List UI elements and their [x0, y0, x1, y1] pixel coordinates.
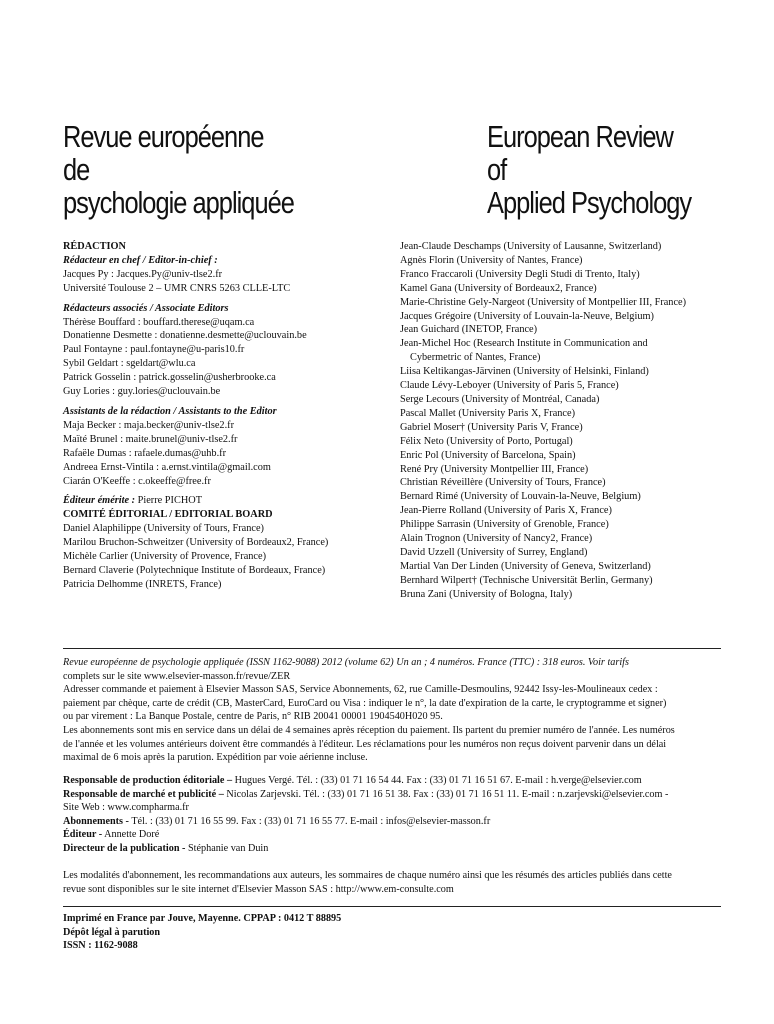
board-member: Martial Van Der Linden (University of Geneva, Switzerland) — [400, 560, 651, 572]
board-member: Christian Réveillère (University of Tours, France) — [400, 477, 606, 489]
editor-heading: Rédacteur en chef / Editor-in-chief : — [63, 254, 218, 266]
right-column — [400, 240, 730, 602]
footer-top-rule — [63, 648, 721, 649]
board-member: Jacques Grégoire (University of Louvain-la-Neuve, Belgium) — [400, 310, 654, 322]
title-en-line-1: European Review — [487, 119, 673, 154]
board-member: Jean-Michel Hoc (Research Institute in Communication and — [400, 338, 648, 350]
subscription-line: ou par virement : La Banque Postale, centre de Paris, n° RIB 20041 00001 1904540H020 95. — [63, 711, 443, 723]
marketing-text: Nicolas Zarjevski. Tél. : (33) 01 71 16 51 38. Fax : (33) 01 71 16 51 11. E-mail : n.zarjevski@elsevier.com - — [223, 788, 669, 800]
production-label: Responsable de production éditoriale – — [63, 775, 233, 786]
title-fr-line-1: Revue européenne — [63, 119, 264, 154]
issn-line: ISSN : 1162-9088 — [63, 940, 138, 952]
associate-item: Guy Lories : guy.lories@uclouvain.be — [63, 386, 221, 398]
assistant-item: Maja Becker : maja.becker@univ-tlse2.fr — [63, 419, 235, 431]
title-french — [63, 120, 294, 219]
production-contact — [63, 774, 725, 788]
subscription-line: Les abonnements sont mis en service dans un délai de 4 semaines après réception du paiement. Ils partent du premier numéro de l'année. Les numéros — [63, 724, 675, 736]
board-member: Franco Fraccaroli (University Degli Studi di Trento, Italy) — [400, 268, 640, 280]
production-text: Hugues Vergé. Tél. : (33) 01 71 16 54 44. Fax : (33) 01 71 16 51 67. E-mail : h.verge@elsevier.com — [232, 775, 642, 786]
title-en-line-2: of — [487, 152, 507, 187]
emeritus-name: Pierre PICHOT — [135, 495, 202, 507]
modalites-line: revue sont disponibles sur le site internet d'Elsevier Masson SAS : http://www.em-consulte.com — [63, 883, 454, 895]
subscription-line: Adresser commande et paiement à Elsevier Masson SAS, Service Abonnements, 62, rue Camille-Desmoulins, 92442 Issy-les-Moulineaux cedex : — [63, 684, 658, 696]
board-member: Alain Trognon (University of Nancy2, France) — [400, 533, 593, 545]
board-member: Jean-Pierre Rolland (University of Paris X, France) — [400, 505, 612, 517]
assistant-item: Rafaële Dumas : rafaele.dumas@uhb.fr — [63, 447, 227, 459]
directeur-line — [63, 842, 725, 856]
subscription-intro: Revue européenne de psychologie appliquée (ISSN 1162-9088) 2012 (volume 62) Un an ; 4 numéros. France (TTC) : 318 euros. Voir tarifs — [63, 657, 629, 668]
left-column — [63, 240, 383, 592]
board-member: Claude Lévy-Leboyer (University of Paris 5, France) — [400, 380, 619, 392]
title-english — [487, 120, 691, 219]
modalites-block — [63, 869, 725, 896]
board-member: Félix Neto (University of Porto, Portugal) — [400, 435, 573, 447]
associate-item: Thérèse Bouffard : bouffard.therese@uqam.ca — [63, 316, 255, 328]
title-fr-line-3: psychologie appliquée — [63, 185, 294, 220]
board-member: Bernhard Wilpert† (Technische Universität Berlin, Germany) — [400, 574, 653, 586]
board-member: Liisa Keltikangas-Järvinen (University of Helsinki, Finland) — [400, 366, 649, 378]
subscription-line: de l'année et les volumes antérieurs doivent être commandés à l'éditeur. Les réclamations pour les numéros non reçus doivent parvenir dans un délai — [63, 738, 667, 750]
assistant-item: Ciarán O'Keeffe : c.okeeffe@free.fr — [63, 475, 211, 487]
directeur-text: Stéphanie van Duin — [185, 842, 269, 854]
board-member: Bernard Rimé (University of Louvain-la-Neuve, Belgium) — [400, 491, 641, 503]
assistant-item: Maïté Brunel : maite.brunel@univ-tlse2.fr — [63, 433, 238, 445]
board-member: Jean Guichard (INETOP, France) — [400, 324, 538, 336]
associates-heading: Rédacteurs associés / Associate Editors — [63, 302, 229, 314]
editeur-text: Annette Doré — [102, 829, 160, 841]
subscription-block — [63, 656, 725, 765]
board-member: Enric Pol (University of Barcelona, Spain) — [400, 449, 576, 461]
board-member: Kamel Gana (University of Bordeaux2, France) — [400, 282, 597, 294]
redaction-heading: RÉDACTION — [63, 241, 126, 252]
board-member: Daniel Alaphilippe (University of Tours, France) — [63, 523, 264, 535]
board-member: Michèle Carlier (University of Provence, France) — [63, 551, 267, 563]
board-member: Bruna Zani (University of Bologna, Italy) — [400, 588, 573, 600]
editor-line: Université Toulouse 2 – UMR CNRS 5263 CLLE-LTC — [63, 282, 291, 294]
assistants-heading: Assistants de la rédaction / Assistants to the Editor — [63, 405, 277, 417]
board-member: Bernard Claverie (Polytechnique Institute of Bordeaux, France) — [63, 564, 326, 576]
emeritus-label: Éditeur émérite : — [63, 495, 136, 507]
board-member: Jean-Claude Deschamps (University of Lausanne, Switzerland) — [400, 241, 662, 252]
directeur-label: Directeur de la publication - — [63, 842, 186, 854]
emeritus-line — [63, 494, 383, 508]
board-member: David Uzzell (University of Surrey, England) — [400, 546, 588, 558]
title-en-line-3: Applied Psychology — [487, 185, 692, 220]
board-member: Patricia Delhomme (INRETS, France) — [63, 578, 222, 590]
editor-line: Jacques Py : Jacques.Py@univ-tlse2.fr — [63, 268, 223, 280]
editeur-label: Éditeur - — [63, 829, 103, 841]
board-member: Marie-Christine Gely-Nargeot (University of Montpellier III, France) — [400, 296, 687, 308]
subscription-line: maximal de 6 mois après la parution. Expédition par voie aérienne incluse. — [63, 752, 368, 764]
board-heading: COMITÉ ÉDITORIAL / EDITORIAL BOARD — [63, 509, 273, 521]
editeur-line — [63, 828, 725, 842]
board-member: Agnès Florin (University of Nantes, France) — [400, 254, 583, 266]
marketing-contact — [63, 788, 725, 802]
marketing-label: Responsable de marché et publicité – — [63, 788, 224, 800]
associate-item: Paul Fontayne : paul.fontayne@u-paris10.fr — [63, 344, 245, 356]
print-block — [63, 912, 725, 953]
associate-item: Sybil Geldart : sgeldart@wlu.ca — [63, 358, 196, 370]
modalites-line: Les modalités d'abonnement, les recommandations aux auteurs, les sommaires de chaque numéro ainsi que les résumés des articles publiés dans cette — [63, 870, 672, 881]
board-member: René Pry (University Montpellier III, France) — [400, 463, 589, 475]
subscription-line: paiement par chèque, carte de crédit (CB, MasterCard, EuroCard ou Visa : indiquer le n°, la date d'expiration de la carte, le cryptogramme et signer) — [63, 697, 667, 709]
board-member: Philippe Sarrasin (University of Grenoble, France) — [400, 519, 609, 531]
board-member: Gabriel Moser† (University Paris V, France) — [400, 421, 583, 433]
board-member: Serge Lecours (University of Montréal, Canada) — [400, 393, 600, 405]
marketing-web: Site Web : www.compharma.fr — [63, 802, 189, 814]
subscription-line: complets sur le site www.elsevier-masson.fr/revue/ZER — [63, 670, 291, 682]
print-line: Imprimé en France par Jouve, Mayenne. CPPAP : 0412 T 88895 — [63, 913, 342, 924]
abonnements-contact — [63, 815, 725, 829]
associate-item: Donatienne Desmette : donatienne.desmette@uclouvain.be — [63, 330, 307, 342]
footer-bottom-rule — [63, 906, 721, 907]
depot-legal-line: Dépôt légal à parution — [63, 926, 161, 938]
associate-item: Patrick Gosselin : patrick.gosselin@usherbrooke.ca — [63, 372, 276, 384]
board-member: Marilou Bruchon-Schweitzer (University of Bordeaux2, France) — [63, 537, 329, 549]
title-fr-line-2: de — [63, 152, 90, 187]
abonnements-text: Tél. : (33) 01 71 16 55 99. Fax : (33) 01 71 16 55 77. E-mail : infos@elsevier-masson.fr — [128, 815, 491, 827]
board-member-continued: Cybermetric of Nantes, France) — [410, 352, 541, 364]
assistant-item: Andreea Ernst-Vintila : a.ernst.vintila@gmail.com — [63, 461, 271, 473]
board-member: Pascal Mallet (University Paris X, France) — [400, 407, 576, 419]
abonnements-label: Abonnements - — [63, 815, 129, 827]
contacts-block — [63, 774, 725, 856]
